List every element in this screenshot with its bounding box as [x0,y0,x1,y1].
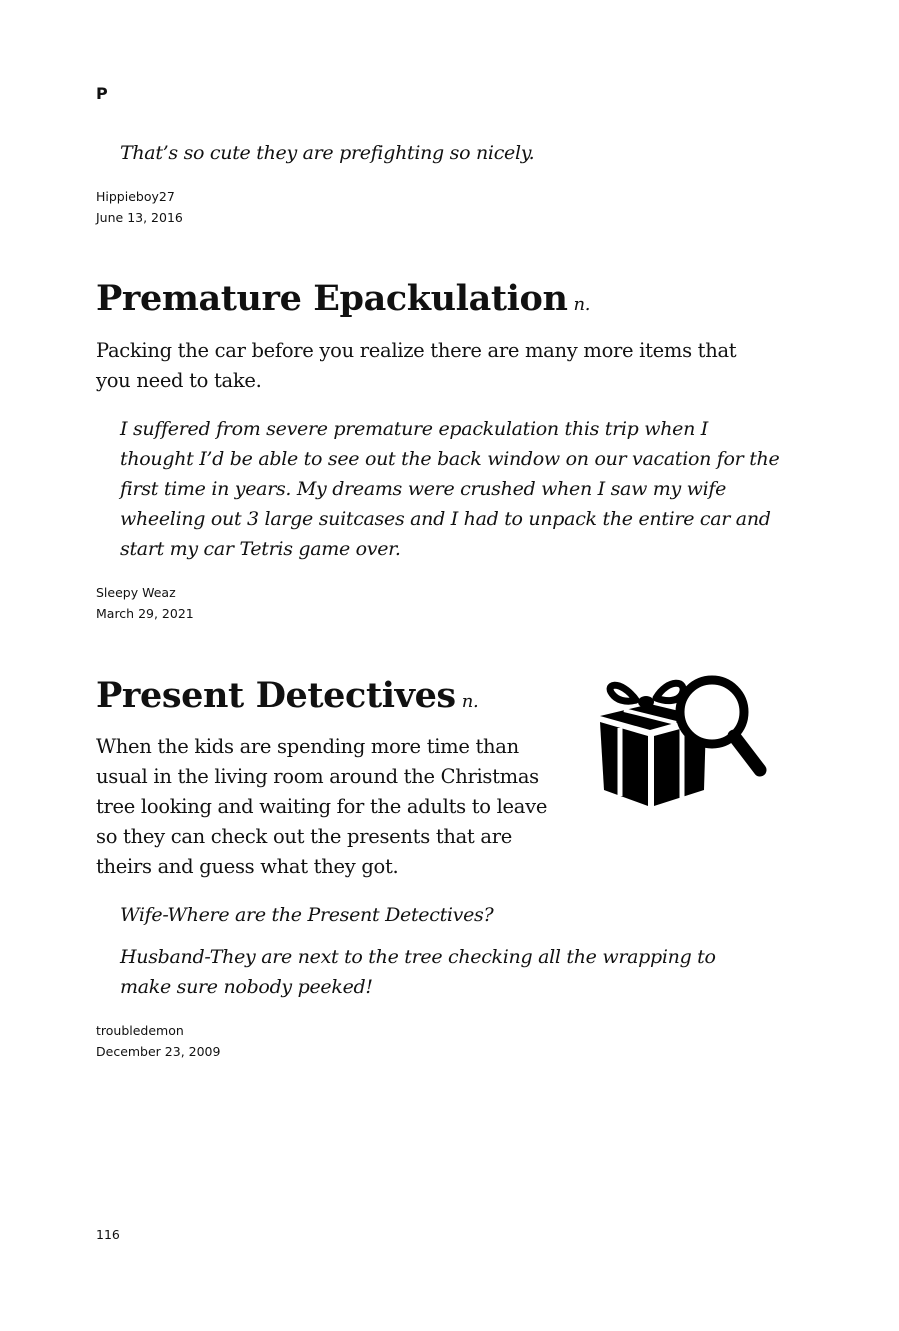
example-quote [120,414,780,564]
headword: Premature Epackulation [96,278,568,319]
entry-heading [96,278,590,326]
gift-magnifier-icon [596,672,768,808]
section-letter: P [96,84,108,103]
definition-block [96,732,566,882]
entry-attribution [96,1020,220,1062]
example-text: I suffered from severe premature epackulation this trip when I thought I’d be able to see out the back window on our vacation for the first time in years. My dreams were crushed when I saw my wife wheeling out 3 large suitcases and I had to unpack the entire car and start my car Tetris game over. [120,418,780,560]
entry-attribution [96,186,183,228]
example-quote [120,138,780,168]
date: December 23, 2009 [96,1044,221,1059]
definition: Packing the car before you realize there are many more items that you need to take. [96,339,737,392]
entry-heading [96,675,478,723]
example-text: Wife-Where are the Present Detectives? [120,904,494,926]
author: Sleepy Weaz [96,585,176,600]
date: June 13, 2016 [96,210,183,225]
example-quote [120,942,760,1002]
author: Hippieboy27 [96,189,175,204]
example-text: That’s so cute they are prefighting so nicely. [120,142,535,164]
page-number: 116 [96,1227,120,1242]
example-quote [120,900,780,930]
date: March 29, 2021 [96,606,194,621]
part-of-speech: n. [573,294,591,315]
author: troubledemon [96,1023,184,1038]
headword: Present Detectives [96,675,456,716]
definition-block [96,336,776,396]
example-text: Husband-They are next to the tree checking all the wrapping to make sure nobody peeked! [120,946,716,998]
part-of-speech: n. [461,691,479,712]
entry-attribution [96,582,194,624]
definition: When the kids are spending more time than usual in the living room around the Christmas tree looking and waiting for the adults to leave so they can check out the presents that are theirs and guess what they got. [96,735,548,878]
